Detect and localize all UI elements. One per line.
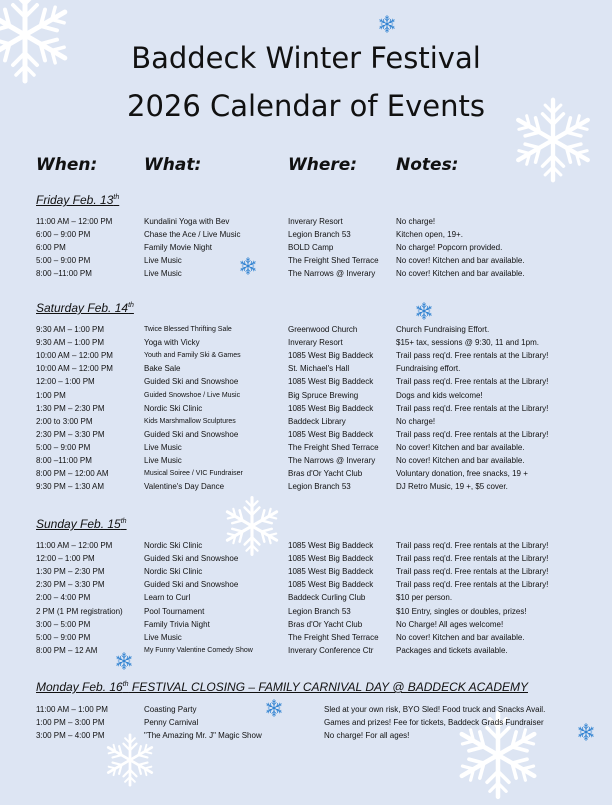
event-row (0, 703, 612, 716)
event-row (0, 552, 612, 565)
event-when: 9:30 PM – 1:30 AM (36, 482, 105, 492)
event-row (0, 428, 612, 441)
event-row (0, 336, 612, 349)
event-row (0, 729, 612, 742)
event-notes: No Charge! All ages welcome! (396, 619, 504, 629)
event-row (0, 578, 612, 591)
event-notes: Trail pass req'd. Free rentals at the Library! (396, 351, 549, 361)
event-where: 1085 West Big Baddeck (288, 580, 374, 590)
day-label: Monday Feb. 16 (36, 680, 123, 694)
header-where: Where: (288, 155, 358, 175)
event-where: Greenwood Church (288, 325, 358, 334)
event-notes: Packages and tickets available. (396, 645, 508, 655)
event-notes: Trail pass req'd. Free rentals at the Library! (396, 429, 549, 439)
header-when: When: (36, 155, 98, 175)
event-what: Guided Ski and Snowshoe (144, 580, 239, 590)
page-title-line1: Baddeck Winter Festival (131, 41, 481, 75)
event-what: My Funny Valentine Comedy Show (144, 646, 253, 654)
event-where: 1085 West Big Baddeck (288, 403, 374, 413)
event-when: 2:00 – 4:00 PM (36, 593, 91, 603)
event-notes: Kitchen open, 19+. (396, 230, 463, 240)
event-row (0, 228, 612, 241)
event-when: 8:00 –11:00 PM (36, 456, 92, 465)
event-what: Bake Sale (144, 364, 181, 374)
event-when: 8:00 –11:00 PM (36, 269, 92, 279)
day-label: Saturday Feb. 14 (36, 301, 129, 315)
event-what: Chase the Ace / Live Music (144, 230, 241, 240)
event-notes: Church Fundraising Effort. (396, 325, 490, 334)
event-what: Twice Blessed Thrifting Sale (144, 326, 232, 333)
event-when: 2:00 to 3:00 PM (36, 416, 93, 426)
event-what: Pool Tournament (144, 606, 205, 616)
event-where: Legion Branch 53 (288, 230, 351, 240)
event-row (0, 716, 612, 729)
event-row (0, 454, 612, 467)
day-heading-monday (36, 680, 528, 694)
event-notes: No cover! Kitchen and bar available. (396, 256, 525, 266)
header-notes: Notes: (396, 155, 459, 175)
event-row (0, 389, 612, 402)
event-row (0, 618, 612, 631)
event-when: 6:00 – 9:00 PM (36, 230, 91, 240)
event-where: BOLD Camp (288, 243, 334, 253)
event-where: Bras d'Or Yacht Club (288, 469, 363, 479)
event-what: Youth and Family Ski & Games (144, 352, 241, 360)
event-what: Live Music (144, 256, 182, 266)
event-where: 1085 West Big Baddeck (288, 554, 374, 564)
event-where: St. Michael's Hall (288, 364, 350, 374)
event-what: Live Music (144, 442, 182, 452)
event-row (0, 644, 612, 657)
event-notes: Trail pass req'd. Free rentals at the Library! (396, 567, 549, 577)
event-where: Inverary Conference Ctr (288, 645, 374, 655)
event-notes: No charge! (396, 416, 436, 426)
event-when: 8:00 PM – 12 AM (36, 645, 98, 655)
event-what: Live Music (144, 456, 182, 465)
event-when: 10:00 AM – 12:00 PM (36, 351, 113, 361)
event-what: Penny Carnival (144, 718, 199, 728)
event-notes: No cover! Kitchen and bar available. (396, 269, 525, 279)
event-row (0, 565, 612, 578)
event-when: 12:00 – 1:00 PM (36, 377, 95, 387)
event-where: Bras d'Or Yacht Club (288, 619, 363, 629)
event-notes: Trail pass req'd. Free rentals at the Library! (396, 580, 549, 590)
event-when: 11:00 AM – 12:00 PM (36, 217, 113, 226)
day-heading-friday (36, 193, 119, 207)
event-what: Valentine's Day Dance (144, 482, 225, 492)
event-when: 1:00 PM (36, 390, 66, 400)
day-suffix: th (120, 518, 127, 525)
event-row (0, 323, 612, 336)
event-row (0, 591, 612, 604)
event-when: 11:00 AM – 12:00 PM (36, 541, 113, 550)
event-where: Inverary Resort (288, 338, 343, 348)
event-notes: Voluntary donation, free snacks, 19 + (396, 469, 528, 479)
event-when: 6:00 PM (36, 243, 66, 253)
event-where: Big Spruce Brewing (288, 390, 359, 400)
event-notes: Dogs and kids welcome! (396, 390, 483, 400)
event-notes: Trail pass req'd. Free rentals at the Library! (396, 541, 549, 550)
day-suffix: th (128, 302, 134, 309)
event-notes: No cover! Kitchen and bar available. (396, 456, 525, 465)
event-row (0, 631, 612, 644)
event-notes: No charge! For all ages! (324, 731, 410, 741)
event-when: 1:00 PM – 3:00 PM (36, 718, 105, 728)
event-row (0, 441, 612, 454)
event-what: Kundalini Yoga with Bev (144, 217, 230, 226)
event-what: Family Trivia Night (144, 619, 210, 629)
day-suffix: th (122, 681, 129, 688)
event-row (0, 362, 612, 375)
event-notes: Trail pass req'd. Free rentals at the Library! (396, 554, 549, 564)
event-where: Inverary Resort (288, 217, 343, 226)
day-heading-sunday (36, 517, 127, 531)
event-when: 10:00 AM – 12:00 PM (36, 364, 113, 374)
event-when: 12:00 – 1:00 PM (36, 554, 95, 564)
event-row (0, 349, 612, 362)
event-when: 2:30 PM – 3:30 PM (36, 429, 105, 439)
event-when: 3:00 PM – 4:00 PM (36, 731, 105, 741)
event-notes: $10 per person. (396, 593, 453, 603)
event-what: Nordic Ski Clinic (144, 403, 203, 413)
event-where: Baddeck Library (288, 416, 346, 426)
event-where: Baddeck Curling Club (288, 593, 366, 603)
event-where: Legion Branch 53 (288, 482, 351, 492)
day-label: Sunday Feb. 15 (36, 517, 121, 531)
event-when: 9:30 AM – 1:00 PM (36, 338, 105, 348)
event-notes: $15+ tax, sessions @ 9:30, 11 and 1pm. (396, 338, 539, 348)
day-suffix: th (113, 194, 120, 201)
event-row (0, 605, 612, 618)
event-notes: Trail pass req'd. Free rentals at the Library! (396, 403, 549, 413)
event-where: The Narrows @ Inverary (288, 456, 376, 465)
event-row (0, 241, 612, 254)
event-notes: No cover! Kitchen and bar available. (396, 632, 525, 642)
event-what: Guided Ski and Snowshoe (144, 377, 239, 387)
event-row (0, 375, 612, 388)
event-where: The Freight Shed Terrace (288, 632, 379, 642)
event-what: Musical Soiree / VIC Fundraiser (144, 470, 243, 478)
event-what: Guided Ski and Snowshoe (144, 554, 239, 564)
event-what: Nordic Ski Clinic (144, 541, 203, 550)
event-notes: No charge! (396, 217, 436, 226)
event-when: 5:00 – 9:00 PM (36, 632, 91, 642)
snowflake-icon (377, 14, 397, 34)
event-what: Guided Ski and Snowshoe (144, 429, 239, 439)
day-heading-saturday (36, 301, 134, 315)
event-row (0, 467, 612, 480)
snowflake-icon (414, 301, 434, 321)
event-what: Yoga with Vicky (144, 338, 200, 348)
event-when: 9:30 AM – 1:00 PM (36, 325, 105, 334)
event-where: 1085 West Big Baddeck (288, 377, 374, 387)
event-what: "The Amazing Mr. J" Magic Show (144, 731, 262, 741)
event-when: 5:00 – 9:00 PM (36, 442, 91, 452)
event-where: Legion Branch 53 (288, 606, 351, 616)
event-notes: $10 Entry, singles or doubles, prizes! (396, 606, 527, 616)
event-row (0, 402, 612, 415)
event-where: 1085 West Big Baddeck (288, 429, 374, 439)
event-row (0, 215, 612, 228)
event-row (0, 539, 612, 552)
page-title-line2: 2026 Calendar of Events (127, 89, 485, 123)
event-when: 5:00 – 9:00 PM (36, 256, 91, 266)
event-notes: No charge! Popcorn provided. (396, 243, 503, 253)
event-notes: DJ Retro Music, 19 +, $5 cover. (396, 482, 508, 492)
event-when: 1:30 PM – 2:30 PM (36, 403, 105, 413)
event-what: Nordic Ski Clinic (144, 567, 203, 577)
event-when: 2:30 PM – 3:30 PM (36, 580, 105, 590)
event-when: 2 PM (1 PM registration) (36, 606, 123, 616)
event-row (0, 267, 612, 280)
event-what: Coasting Party (144, 705, 197, 714)
event-notes: Sled at your own risk, BYO Sled! Food truck and Snacks Avail. (324, 705, 546, 714)
event-where: 1085 West Big Baddeck (288, 541, 374, 550)
event-when: 11:00 AM – 1:00 PM (36, 705, 108, 714)
event-what: Learn to Curl (144, 593, 191, 603)
event-what: Family Movie Night (144, 243, 213, 253)
event-row (0, 415, 612, 428)
event-where: The Freight Shed Terrace (288, 256, 379, 266)
event-what: Guided Snowshoe / Live Music (144, 391, 241, 399)
event-notes: No cover! Kitchen and bar available. (396, 442, 525, 452)
event-where: 1085 West Big Baddeck (288, 351, 374, 361)
event-where: The Freight Shed Terrace (288, 442, 379, 452)
event-when: 1:30 PM – 2:30 PM (36, 567, 105, 577)
event-row (0, 480, 612, 493)
event-when: 3:00 – 5:00 PM (36, 619, 91, 629)
event-what: Live Music (144, 269, 182, 279)
day-label: Friday Feb. 13 (36, 193, 114, 207)
event-where: The Narrows @ Inverary (288, 269, 376, 279)
event-where: 1085 West Big Baddeck (288, 567, 374, 577)
event-row (0, 254, 612, 267)
event-when: 8:00 PM – 12:00 AM (36, 469, 109, 479)
header-what: What: (144, 155, 202, 175)
event-notes: Games and prizes! Fee for tickets, Baddeck Grads Fundraiser (324, 718, 544, 728)
event-notes: Fundraising effort. (396, 364, 461, 374)
event-what: Live Music (144, 632, 182, 642)
day-label-closing: FESTIVAL CLOSING – FAMILY CARNIVAL DAY @ BADDECK ACADEMY (128, 680, 528, 694)
event-what: Kids Marshmallow Sculptures (144, 417, 236, 425)
event-notes: Trail pass req'd. Free rentals at the Library! (396, 377, 549, 387)
